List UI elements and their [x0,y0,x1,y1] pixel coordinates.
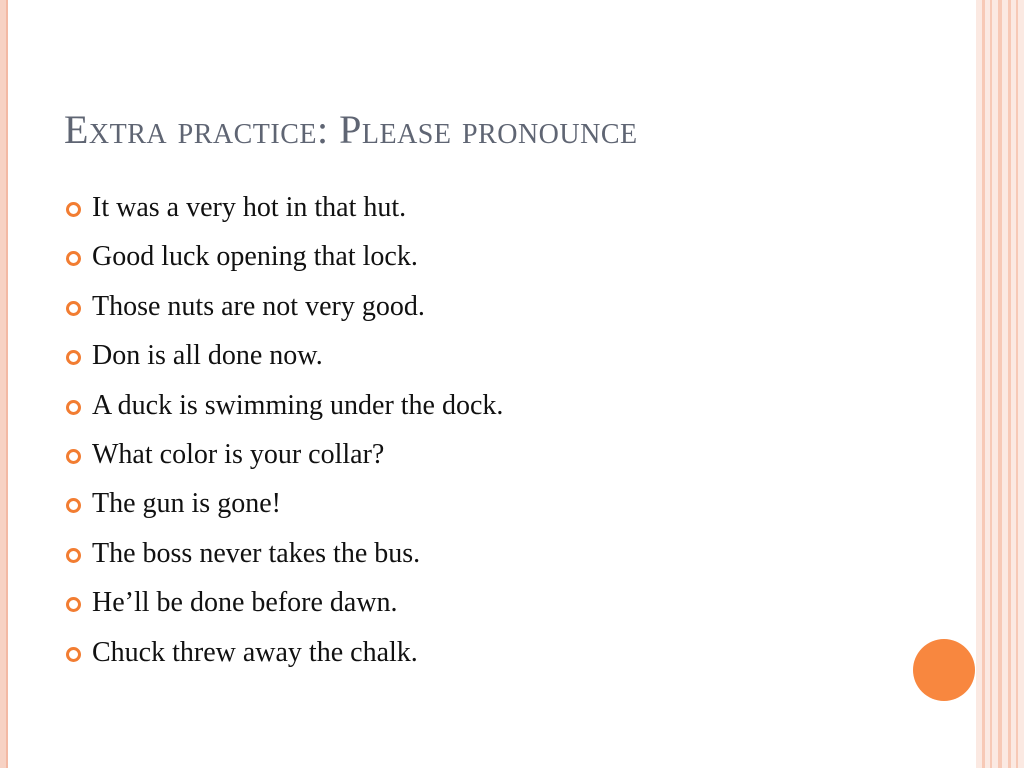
circle-bullet-icon [66,449,81,464]
list-item [60,285,503,334]
circle-bullet-icon [66,251,81,266]
orange-circle-decoration [913,639,975,701]
list-item [60,631,503,680]
stripe [1008,0,1011,768]
circle-bullet-icon [66,548,81,563]
circle-bullet-icon [66,400,81,415]
list-item-text: The gun is gone! [92,488,281,520]
list-item [60,532,503,581]
circle-bullet-icon [66,350,81,365]
stripe [982,0,985,768]
list-item [60,186,503,235]
slide-title: Extra practice: Please pronounce [64,107,638,152]
list-item [60,482,503,531]
bullet-list [60,186,503,680]
circle-bullet-icon [66,498,81,513]
list-item [60,384,503,433]
list-item-text: What color is your collar? [92,438,385,470]
circle-bullet-icon [66,597,81,612]
circle-bullet-icon [66,202,81,217]
list-item-text: He’ll be done before dawn. [92,587,398,619]
circle-bullet-icon [66,301,81,316]
list-item [60,235,503,284]
list-item-text: Good luck opening that lock. [92,241,418,273]
circle-bullet-icon [66,647,81,662]
stripe [1016,0,1018,768]
list-item-text: Those nuts are not very good. [92,290,425,322]
list-item-text: A duck is swimming under the dock. [92,389,504,421]
stripe [990,0,992,768]
left-border-decoration [0,0,8,768]
list-item [60,433,503,482]
stripe [998,0,1002,768]
right-stripes-decoration [976,0,1024,768]
list-item [60,334,503,383]
list-item-text: It was a very hot in that hut. [92,192,407,223]
list-item [60,581,503,630]
list-item-text: Don is all done now. [92,340,323,372]
list-item-text: The boss never takes the bus. [92,537,421,569]
list-item-text: Chuck threw away the chalk. [92,636,418,668]
